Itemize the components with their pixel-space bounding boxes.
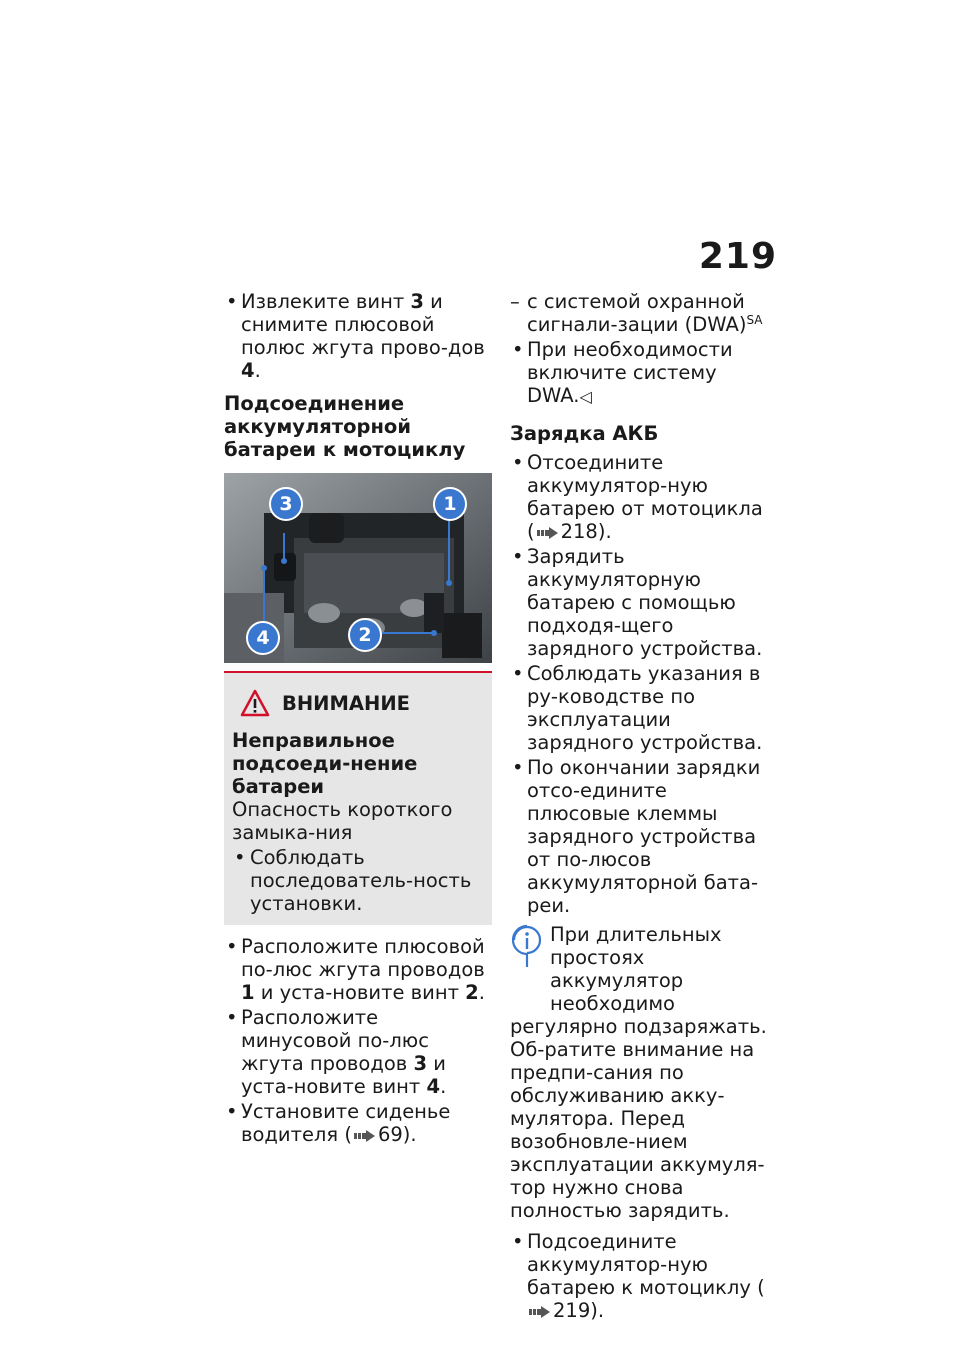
page-ref-arrow-icon bbox=[354, 1130, 376, 1142]
battery-figure bbox=[224, 473, 492, 663]
bullet-dot: • bbox=[226, 935, 238, 958]
page-ref-arrow-icon bbox=[529, 1306, 551, 1318]
bullet-dot: • bbox=[226, 290, 238, 313]
text: Зарядить аккумуляторную батарею с помощью подходя-щего зарядного устройства. bbox=[527, 545, 763, 660]
bullet-dot: • bbox=[512, 545, 524, 568]
page-ref-link[interactable]: 219 bbox=[553, 1299, 591, 1322]
callout-2: 2 bbox=[348, 618, 382, 652]
list-item bbox=[510, 545, 775, 660]
list-item bbox=[510, 451, 775, 543]
info-text-first: При длительных простоях аккумулятор необходимо bbox=[550, 923, 722, 1015]
text: ). bbox=[402, 1123, 417, 1146]
text: . bbox=[254, 359, 261, 382]
text: и снимите плюсовой полюс жгута прово-дов bbox=[241, 290, 485, 359]
bullet-dot: • bbox=[512, 451, 524, 474]
list-item bbox=[224, 1006, 492, 1098]
callout-1: 1 bbox=[433, 487, 467, 521]
text: и уста-новите винт bbox=[241, 1052, 446, 1098]
text: . bbox=[440, 1075, 447, 1098]
bullet-dot: • bbox=[512, 338, 524, 361]
bullet-dot: • bbox=[226, 1100, 238, 1123]
page-ref-arrow-icon bbox=[537, 527, 559, 539]
left-column bbox=[224, 290, 492, 1148]
text: . bbox=[478, 981, 485, 1004]
callout-3: 3 bbox=[269, 487, 303, 521]
end-mark: ◁ bbox=[579, 387, 592, 406]
text: Подсоедините аккумулятор-ную батарею к мотоциклу ( bbox=[527, 1230, 765, 1299]
right-column bbox=[510, 290, 775, 1324]
text: Соблюдать последователь-ность установки. bbox=[250, 846, 472, 915]
text: ). bbox=[597, 520, 612, 543]
info-icon bbox=[510, 923, 544, 969]
callout-4: 4 bbox=[246, 621, 280, 655]
bullet-dot: • bbox=[234, 846, 246, 869]
warning-header bbox=[232, 689, 484, 717]
page-ref-link[interactable]: 218 bbox=[560, 520, 598, 543]
text: Отсоедините аккумулятор-ную батарею от мотоцикла ( bbox=[527, 451, 763, 543]
option-superscript: SA bbox=[746, 313, 763, 327]
ref-number: 4 bbox=[426, 1075, 441, 1098]
text: По окончании зарядки отсо-едините плюсовые клеммы зарядного устройства от по-люсов аккумуляторной бата-реи. bbox=[527, 756, 761, 917]
text: с системой охранной сигнали-зации (DWA) bbox=[527, 290, 747, 336]
bullet-dot: • bbox=[512, 756, 524, 779]
warning-title: ВНИМАНИЕ bbox=[282, 691, 410, 715]
list-item bbox=[224, 1100, 492, 1146]
text: ). bbox=[590, 1299, 605, 1322]
warning-subtitle: Неправильное подсоеди-нение батареи bbox=[232, 729, 418, 798]
text: и уста-новите винт bbox=[254, 981, 466, 1004]
section-heading: Зарядка АКБ bbox=[510, 422, 659, 445]
page-number: 219 bbox=[698, 236, 777, 277]
list-item bbox=[224, 290, 492, 382]
section-heading: Подсоединение аккумуляторной батареи к мотоциклу bbox=[224, 392, 466, 461]
warning-item bbox=[232, 846, 484, 915]
info-text: регулярно подзаряжать. Об-ратите внимание на предпи-сания по обслуживанию акку-мулятора. Перед возобновле-нием эксплуатации аккумуля-тор нужно снова полностью зарядить. bbox=[510, 1015, 767, 1222]
ref-number: 3 bbox=[410, 290, 424, 313]
text: Установите сиденье водителя ( bbox=[241, 1100, 451, 1146]
ref-number: 1 bbox=[241, 981, 255, 1004]
dash-mark: – bbox=[510, 290, 520, 313]
ref-number: 2 bbox=[465, 981, 479, 1004]
ref-number: 4 bbox=[241, 359, 255, 382]
bullet-dot: • bbox=[512, 662, 524, 685]
page-ref-link[interactable]: 69 bbox=[377, 1123, 403, 1146]
list-item bbox=[510, 290, 775, 336]
ref-number: 3 bbox=[413, 1052, 428, 1075]
text: Расположите плюсовой по-люс жгута проводов bbox=[241, 935, 485, 981]
warning-text: Опасность короткого замыка-ния bbox=[232, 798, 453, 844]
list-item bbox=[510, 662, 775, 754]
warning-box bbox=[224, 671, 492, 925]
text: Соблюдать указания в ру-ководстве по эксплуатации зарядного устройства. bbox=[527, 662, 763, 754]
warning-triangle-icon bbox=[240, 689, 270, 717]
list-item bbox=[510, 338, 775, 408]
list-item bbox=[510, 756, 775, 917]
text: Расположите минусовой по-люс жгута проводов bbox=[241, 1006, 429, 1075]
text: При необходимости включите систему DWA. bbox=[527, 338, 733, 407]
bullet-dot: • bbox=[226, 1006, 238, 1029]
info-note bbox=[510, 923, 775, 1222]
list-item bbox=[224, 935, 492, 1004]
list-item bbox=[510, 1230, 775, 1322]
bullet-dot: • bbox=[512, 1230, 524, 1253]
text: Извлеките винт bbox=[241, 290, 411, 313]
